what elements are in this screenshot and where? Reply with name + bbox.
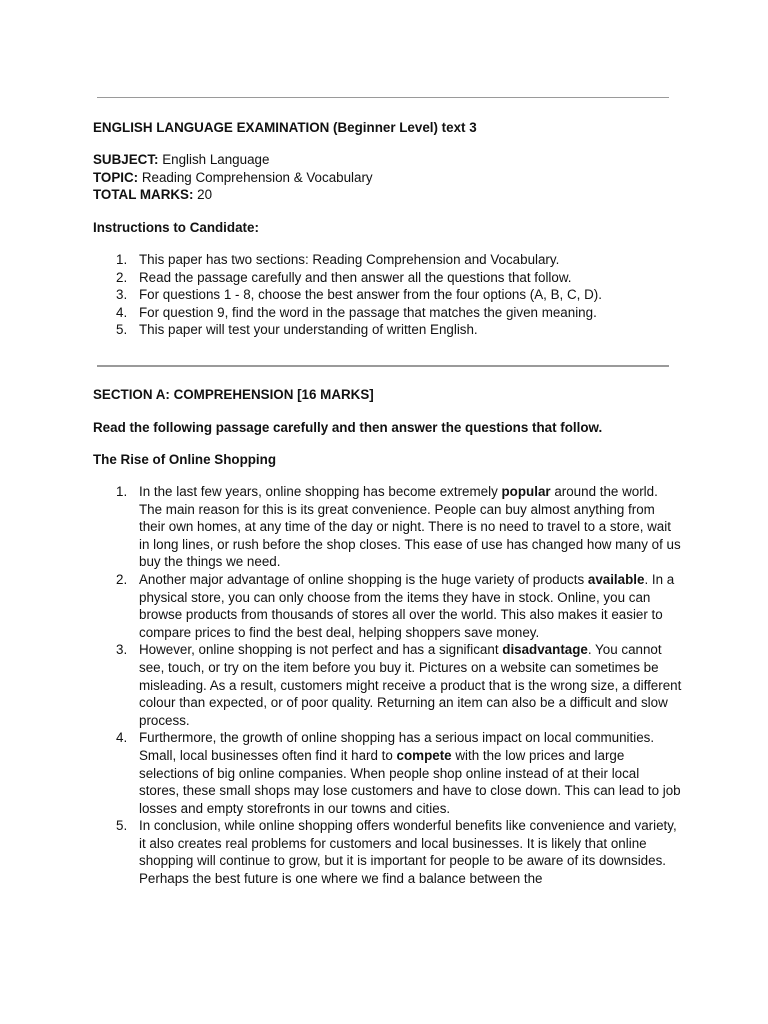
section-a-heading: SECTION A: COMPREHENSION [16 MARKS] [93,387,374,402]
paragraph-text: . In a physical store, you can only choose from the items they have in stock. Online, you can browse products from thousands of stores all over the world. This also makes it easier to compare prices to find the best deal, helping shoppers save money. [139,571,675,640]
paragraph-number: 1. [116,484,128,499]
top-divider [97,97,669,98]
exam-title: ENGLISH LANGUAGE EXAMINATION (Beginner Level) text 3 [93,120,477,135]
instruction-text: Read the passage carefully and then answer all the questions that follow. [139,269,572,285]
instruction-text: This paper has two sections: Reading Comprehension and Vocabulary. [139,252,560,267]
instruction-text: For question 9, find the word in the passage that matches the given meaning. [139,304,597,320]
marks-value: 20 [193,187,213,203]
passage-paragraph [93,483,683,571]
paragraph-keyword: available [587,571,645,587]
subject-label: SUBJECT: [93,152,159,167]
exam-header [93,119,683,137]
instruction-item [93,269,683,287]
section-a-heading-block [93,386,683,404]
passage-paragraph [93,729,683,817]
instruction-item [93,286,683,304]
paragraph-text: with the low prices and large selections of big online companies. When people shop online instead of at their local stores, these small shops may lose customers and have to close down. This can lead to job losses and empty storefronts in our towns and cities. [139,747,681,816]
paragraph-keyword: popular [501,484,551,499]
instruction-number: 3. [116,287,128,303]
passage-paragraph [93,817,683,887]
paragraph-text: around the world. The main reason for this is its great convenience. People can buy almost anything from their own homes, at any time of the day or night. There is no need to travel to a store, wait in long lines, or rush before the shop closes. This ease of use has changed how many of us buy the things we need. [139,484,681,570]
paragraph-number: 2. [116,571,128,587]
paragraph-text: However, online shopping is not perfect and has a significant [139,642,503,658]
topic-line [93,169,683,187]
paragraph-number: 4. [116,730,128,746]
instruction-number: 4. [116,304,128,320]
instruction-text: This paper will test your understanding of written English. [139,322,478,338]
instruction-number: 1. [116,252,128,267]
instructions-heading-block [93,219,683,237]
instruction-item [93,251,683,269]
paragraph-text: Furthermore, the growth of online shopping has a serious impact on local communities. Small, local businesses often find it hard to [139,730,655,763]
instruction-item [93,304,683,322]
passage-block [93,483,683,888]
marks-line [93,186,683,204]
marks-label: TOTAL MARKS: [93,187,194,203]
instruction-item [93,321,683,339]
passage-title: The Rise of Online Shopping [93,452,277,467]
instructions-heading: Instructions to Candidate: [93,220,259,235]
topic-value: Reading Comprehension & Vocabulary [138,169,373,185]
passage-title-block [93,451,683,469]
instruction-text: For questions 1 - 8, choose the best answer from the four options (A, B, C, D). [139,287,602,303]
subject-line [93,151,683,169]
instruction-number: 5. [116,322,128,338]
paragraph-text: . You cannot see, touch, or try on the item before you buy it. Pictures on a website can sometimes be misleading. As a result, customers might receive a product that is the wrong size, a different colour than expected, or of poor quality. Returning an item can also be a difficult and slow process. [139,642,682,728]
paragraph-text: Another major advantage of online shopping is the huge variety of products [139,571,588,587]
paragraph-text: In the last few years, online shopping has become extremely [139,484,502,499]
instructions-list-block [93,251,683,339]
subject-value: English Language [158,152,270,167]
passage-paragraphs [93,483,683,888]
section-divider [97,365,669,367]
paragraph-number: 3. [116,642,128,658]
topic-label: TOPIC: [93,169,139,185]
instruction-number: 2. [116,269,128,285]
exam-meta [93,151,683,204]
passage-paragraph [93,571,683,641]
paragraph-number: 5. [116,818,128,834]
directive-block [93,419,683,437]
instructions-list [93,251,683,339]
passage-directive: Read the following passage carefully and then answer the questions that follow. [93,420,603,435]
paragraph-keyword: compete [396,747,452,763]
paragraph-text: In conclusion, while online shopping offers wonderful benefits like convenience and variety, it also creates real problems for customers and local businesses. It is likely that online shopping will continue to grow, but it is important for people to be aware of its downsides. Perhaps the best future is one where we find a balance between the [139,818,677,887]
passage-paragraph [93,641,683,729]
paragraph-keyword: disadvantage [502,642,588,658]
